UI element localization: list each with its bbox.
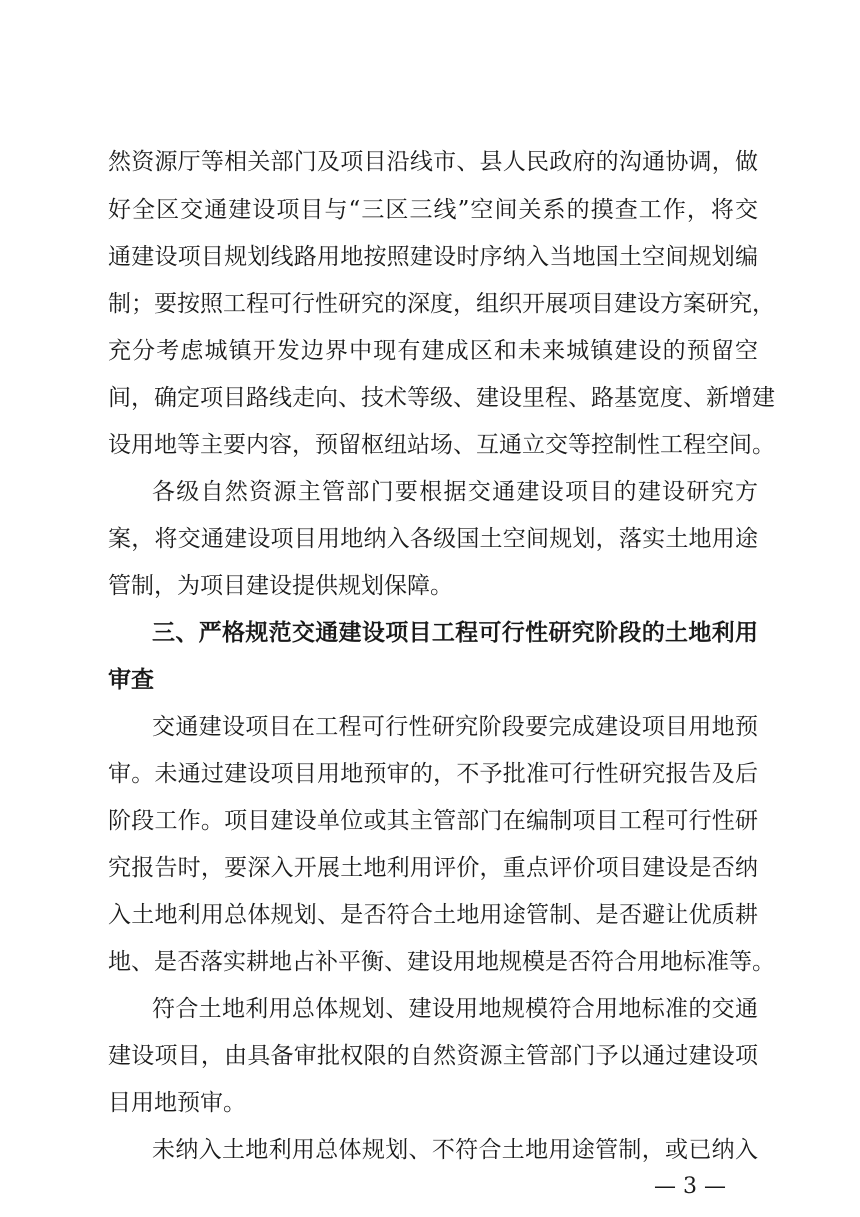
paragraph-2-line-3: 管制，为项目建设提供规划保障。 bbox=[108, 573, 453, 599]
paragraph-1-line-5: 充分考虑城镇开发边界中现有建成区和未来城镇建设的预留空 bbox=[108, 338, 758, 364]
paragraph-3-line-3: 阶段工作。项目建设单位或其主管部门在编制项目工程可行性研 bbox=[108, 808, 758, 834]
section-heading-line-2: 审查 bbox=[108, 667, 154, 693]
paragraph-5-line-1: 未纳入土地利用总体规划、不符合土地用途管制，或已纳入 bbox=[152, 1137, 758, 1163]
paragraph-3-line-6: 地、是否落实耕地占补平衡、建设用地规模是否符合用地标准等。 bbox=[108, 949, 775, 975]
paragraph-1-line-2: 好全区交通建设项目与“三区三线”空间关系的摸查工作，将交 bbox=[108, 197, 758, 223]
paragraph-1-line-7: 设用地等主要内容，预留枢纽站场、互通立交等控制性工程空间。 bbox=[108, 432, 775, 458]
paragraph-1-line-4: 制；要按照工程可行性研究的深度，组织开展项目建设方案研究， bbox=[108, 291, 775, 317]
paragraph-4-line-3: 目用地预审。 bbox=[108, 1090, 246, 1116]
paragraph-3-line-1: 交通建设项目在工程可行性研究阶段要完成建设项目用地预 bbox=[152, 714, 758, 740]
paragraph-4-line-1: 符合土地利用总体规划、建设用地规模符合用地标准的交通 bbox=[152, 996, 758, 1022]
section-heading-line-1: 三、严格规范交通建设项目工程可行性研究阶段的土地利用 bbox=[152, 620, 758, 646]
paragraph-2-line-1: 各级自然资源主管部门要根据交通建设项目的建设研究方 bbox=[152, 479, 758, 505]
paragraph-1-line-1: 然资源厅等相关部门及项目沿线市、县人民政府的沟通协调，做 bbox=[108, 149, 758, 175]
paragraph-1-line-3: 通建设项目规划线路用地按照建设时序纳入当地国土空间规划编 bbox=[108, 244, 758, 270]
page-number: — 3 — bbox=[654, 1174, 726, 1199]
paragraph-2-line-2: 案，将交通建设项目用地纳入各级国土空间规划，落实土地用途 bbox=[108, 526, 758, 552]
paragraph-1-line-6: 间，确定项目路线走向、技术等级、建设里程、路基宽度、新增建 bbox=[108, 385, 775, 411]
paragraph-3-line-2: 审。未通过建设项目用地预审的，不予批准可行性研究报告及后 bbox=[108, 761, 758, 787]
paragraph-3-line-5: 入土地利用总体规划、是否符合土地用途管制、是否避让优质耕 bbox=[108, 902, 758, 928]
paragraph-4-line-2: 建设项目，由具备审批权限的自然资源主管部门予以通过建设项 bbox=[108, 1043, 758, 1069]
paragraph-3-line-4: 究报告时，要深入开展土地利用评价，重点评价项目建设是否纳 bbox=[108, 855, 758, 881]
